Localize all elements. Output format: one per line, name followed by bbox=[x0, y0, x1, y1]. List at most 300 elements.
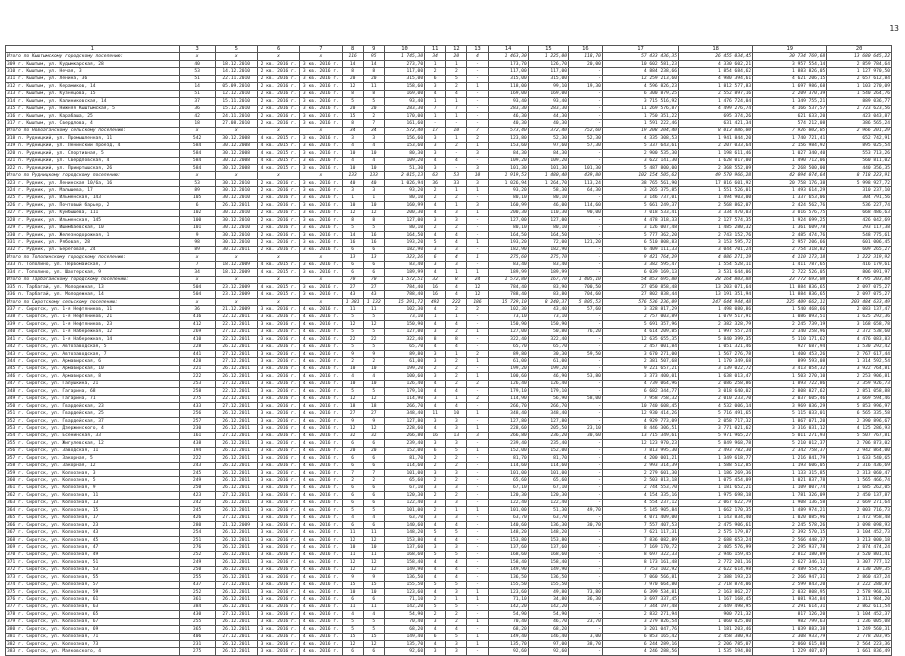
address-cell: 317 г. Кыштым, ул. Свердлова, 4 bbox=[6, 120, 180, 127]
table-cell: 30.12.2010 bbox=[215, 231, 257, 238]
table-row bbox=[6, 358, 892, 365]
table-cell: 36 bbox=[179, 105, 215, 112]
table-cell: 70,40 bbox=[384, 618, 424, 625]
table-cell: 4 кв. 2016 г. bbox=[300, 321, 342, 328]
table-cell: 203 484 633,49 bbox=[827, 298, 892, 305]
table-cell: 406 bbox=[179, 633, 215, 640]
table-cell: 3 кв. 2016 г. bbox=[257, 551, 299, 558]
table-cell: 1 039 883,38 bbox=[753, 626, 827, 633]
table-cell: 2 253 906,81 bbox=[827, 373, 892, 380]
table-cell: 54,90 bbox=[488, 611, 528, 618]
column-number: 17 bbox=[602, 46, 678, 53]
table-cell: 1 bbox=[425, 313, 446, 320]
table-cell: 161,60 bbox=[384, 120, 424, 127]
table-cell: 1 021 837,78 bbox=[753, 477, 827, 484]
table-cell: 5 bbox=[342, 343, 363, 350]
table-cell: 199,20 bbox=[488, 365, 528, 372]
table-cell: 179,10 bbox=[528, 388, 568, 395]
table-cell: 621 633,20 bbox=[753, 112, 827, 119]
table-cell: 6 bbox=[363, 522, 384, 529]
table-cell: 12 bbox=[467, 284, 488, 291]
table-cell: 34 bbox=[179, 269, 215, 276]
table-cell: 2 кв. 2016 г. bbox=[257, 217, 299, 224]
address-cell: 351 г. Сиротск, ул. Гвардейская, 25 bbox=[6, 410, 180, 417]
table-cell: 3 кв. 2016 г. bbox=[257, 514, 299, 521]
table-cell: 10 bbox=[363, 588, 384, 595]
table-cell: 11 884 836,65 bbox=[753, 284, 827, 291]
table-cell: 572,40 bbox=[384, 127, 424, 134]
table-cell: 3 697 337,45 bbox=[602, 596, 678, 603]
table-cell: 5 bbox=[446, 75, 467, 82]
table-cell: 5 bbox=[363, 313, 384, 320]
address-cell: 360 г. Сиротск, ул. Колхозная, 5 bbox=[6, 477, 180, 484]
table-cell: x bbox=[179, 172, 215, 179]
table-cell: 3 кв. 2016 г. bbox=[257, 350, 299, 357]
table-cell: 109,20 bbox=[384, 157, 424, 164]
table-cell: 4 246 288,56 bbox=[602, 648, 678, 655]
table-cell: 2 кв. 2016 г. bbox=[257, 187, 299, 194]
table-cell: 5 487 800,00 bbox=[602, 165, 678, 172]
table-cell: x bbox=[257, 53, 299, 60]
table-cell: 117,00 bbox=[384, 68, 424, 75]
table-cell: 4 кв. 2016 г. bbox=[300, 313, 342, 320]
table-cell: 3 669 594,46 bbox=[827, 395, 892, 402]
table-cell: 2 кв. 2016 г. bbox=[257, 224, 299, 231]
table-cell: 83,90 bbox=[528, 284, 568, 291]
table-cell: 23.12.2009 bbox=[215, 291, 257, 298]
table-cell: 242 bbox=[179, 499, 215, 506]
table-cell: 26.12.2011 bbox=[215, 588, 257, 595]
table-cell: 1 337 653,06 bbox=[753, 194, 827, 201]
table-cell: 4 кв. 2016 г. bbox=[300, 440, 342, 447]
table-cell: 3 кв. 2016 г. bbox=[257, 321, 299, 328]
column-number: 20 bbox=[827, 46, 892, 53]
address-cell: 377 г. Сиротск, ул. Колхозная, 63 bbox=[6, 603, 180, 610]
table-cell: 2 245 739,19 bbox=[753, 321, 827, 328]
table-cell: 3 кв. 2016 г. bbox=[300, 165, 342, 172]
table-cell: 5 bbox=[446, 529, 467, 536]
table-cell: 57 433 436,35 bbox=[602, 53, 678, 60]
table-cell: 26.12.2011 bbox=[215, 410, 257, 417]
table-cell: 266,70 bbox=[384, 403, 424, 410]
table-cell: 43,40 bbox=[528, 306, 568, 313]
table-cell: 102 154 505,62 bbox=[602, 172, 678, 179]
table-row bbox=[6, 417, 892, 424]
table-cell: 136,50 bbox=[384, 574, 424, 581]
table-cell: 3 кв. 2016 г. bbox=[300, 194, 342, 201]
table-cell: 12 bbox=[363, 321, 384, 328]
table-cell: 27 bbox=[363, 410, 384, 417]
table-cell: 127,00 bbox=[528, 217, 568, 224]
table-cell: 2 015,13 bbox=[384, 172, 424, 179]
table-cell: 1 bbox=[363, 194, 384, 201]
table-cell: 26.12.2011 bbox=[215, 365, 257, 372]
table-cell: 92,60 bbox=[384, 648, 424, 655]
address-cell: Итого по Новоаганскому сельскому поселению: bbox=[6, 127, 180, 134]
table-cell: - bbox=[569, 112, 603, 119]
table-cell: 3 кв. 2016 г. bbox=[257, 380, 299, 387]
table-cell: 51 bbox=[179, 90, 215, 97]
table-cell: 4 кв. 2016 г. bbox=[300, 559, 342, 566]
table-cell: - bbox=[446, 150, 467, 157]
table-row bbox=[6, 447, 892, 454]
table-row bbox=[6, 469, 892, 476]
table-cell: 18.12.2009 bbox=[215, 269, 257, 276]
table-cell: 5 853 996,97 bbox=[827, 403, 892, 410]
table-cell: 92,60 bbox=[528, 648, 568, 655]
table-cell: 3 кв. 2016 г. bbox=[257, 358, 299, 365]
address-cell: 372 г. Сиротск, ул. Колхозная, 53 bbox=[6, 566, 180, 573]
table-cell: 3 328 817,29 bbox=[602, 306, 678, 313]
table-cell: 1 485 280,32 bbox=[679, 224, 753, 231]
table-cell: 164,50 bbox=[528, 231, 568, 238]
table-cell: 1 941 844,20 bbox=[679, 135, 753, 142]
table-cell: 4 bbox=[425, 574, 446, 581]
table-cell: 4 bbox=[425, 403, 446, 410]
table-cell: 101,30 bbox=[488, 165, 528, 172]
table-cell: 3 кв. 2016 г. bbox=[257, 395, 299, 402]
table-cell: 137,60 bbox=[488, 544, 528, 551]
address-cell: 356 г. Сиротск, ул. Заводская, 11 bbox=[6, 447, 180, 454]
table-row bbox=[6, 507, 892, 514]
table-cell: 15 bbox=[342, 581, 363, 588]
table-cell: 4 кв. 2016 г. bbox=[300, 350, 342, 357]
table-cell: 105 bbox=[179, 194, 215, 201]
table-cell: 9 bbox=[179, 231, 215, 238]
table-cell: 1 186 269,36 bbox=[679, 469, 753, 476]
table-cell: 1 588 512,85 bbox=[679, 462, 753, 469]
table-cell: 982 799,63 bbox=[753, 618, 827, 625]
table-cell: 315,00 bbox=[488, 75, 528, 82]
table-cell: 441 bbox=[179, 350, 215, 357]
table-cell: 26.12.2011 bbox=[215, 566, 257, 573]
table-cell: 1 bbox=[446, 98, 467, 105]
table-cell: 3 кв. 2016 г. bbox=[257, 484, 299, 491]
table-cell: 1 490 712,06 bbox=[753, 157, 827, 164]
table-cell: 752,60 bbox=[569, 127, 603, 134]
table-cell: 4 кв. 2016 г. bbox=[300, 499, 342, 506]
table-cell: 15 bbox=[342, 112, 363, 119]
table-cell: 4 кв. 2016 г. bbox=[300, 417, 342, 424]
table-cell: 109,20 bbox=[528, 157, 568, 164]
table-cell: 114,60 bbox=[528, 462, 568, 469]
table-cell: 22.12.2011 bbox=[215, 313, 257, 320]
table-cell: 4 кв. 2016 г. bbox=[300, 603, 342, 610]
table-cell: 2 568 862,07 bbox=[679, 202, 753, 209]
table-cell: 2 bbox=[446, 224, 467, 231]
table-cell: 57,30 bbox=[569, 142, 603, 149]
table-cell: 4 кв. 2016 г. bbox=[300, 596, 342, 603]
table-cell: 10 bbox=[467, 172, 488, 179]
table-cell: - bbox=[569, 492, 603, 499]
table-cell: 1 181 203,46 bbox=[679, 626, 753, 633]
table-cell: 36 bbox=[425, 179, 446, 186]
table-cell: 3 307 777,12 bbox=[827, 559, 892, 566]
table-cell: 2 bbox=[446, 462, 467, 469]
table-cell: 3 кв. 2016 г. bbox=[300, 239, 342, 246]
table-cell: 2 097 075,27 bbox=[827, 291, 892, 298]
table-cell: 252 bbox=[179, 588, 215, 595]
table-cell: 4 кв. 2016 г. bbox=[300, 469, 342, 476]
table-cell: 1 104 452,37 bbox=[827, 611, 892, 618]
address-cell: 341 г. Сиротск, ул. 1-я Набережная, 14 bbox=[6, 336, 180, 343]
table-cell: 251 bbox=[179, 536, 215, 543]
table-cell: 126,40 bbox=[528, 380, 568, 387]
table-cell: 3 кв. 2016 г. bbox=[300, 202, 342, 209]
address-cell: 361 г. Сиротск, ул. Колхозная, 9 bbox=[6, 484, 180, 491]
table-cell: 61,00 bbox=[384, 358, 424, 365]
table-cell: 1 883 826,05 bbox=[753, 68, 827, 75]
subtotal-row bbox=[6, 53, 892, 60]
table-cell: 101,00 bbox=[384, 469, 424, 476]
table-cell: - bbox=[569, 499, 603, 506]
table-cell: 536 227,74 bbox=[827, 202, 892, 209]
table-cell: 1 530 292,42 bbox=[827, 343, 892, 350]
table-cell: 4 bbox=[446, 403, 467, 410]
table-cell: 1 bbox=[467, 254, 488, 261]
table-cell: 6 bbox=[363, 440, 384, 447]
table-cell: 4 bbox=[446, 522, 467, 529]
table-cell: 12 bbox=[363, 641, 384, 648]
table-cell: 1 bbox=[467, 187, 488, 194]
table-cell: 3 bbox=[363, 187, 384, 194]
address-cell: 362 г. Сиротск, ул. Колхозная, 11 bbox=[6, 492, 180, 499]
table-row bbox=[6, 529, 892, 536]
table-cell: 61,00 bbox=[528, 358, 568, 365]
table-cell: x bbox=[300, 276, 342, 283]
address-cell: 379 г. Сиротск, ул. Колхозная, 67 bbox=[6, 618, 180, 625]
table-cell: 17 bbox=[425, 127, 446, 134]
table-cell: 7 753 102,92 bbox=[602, 566, 678, 573]
table-cell: 6 bbox=[425, 633, 446, 640]
table-cell: 6 bbox=[425, 75, 446, 82]
table-cell: 668 486,63 bbox=[827, 209, 892, 216]
table-cell: 4 bbox=[425, 588, 446, 595]
table-cell: 1 081 934,84 bbox=[753, 596, 827, 603]
column-number: 10 bbox=[384, 46, 424, 53]
table-cell: 4 bbox=[363, 611, 384, 618]
table-cell: 30.12.2010 bbox=[215, 209, 257, 216]
table-cell: 40 bbox=[342, 179, 363, 186]
column-number: 13 bbox=[467, 46, 488, 53]
table-cell: 3 bbox=[425, 328, 446, 335]
table-cell: 7 958 758,32 bbox=[602, 395, 678, 402]
table-cell: 2 bbox=[363, 358, 384, 365]
table-cell: 53 bbox=[179, 179, 215, 186]
table-cell: 1 381 bbox=[342, 298, 363, 305]
subtotal-row bbox=[6, 254, 892, 261]
table-cell: 304 791,56 bbox=[827, 194, 892, 201]
table-cell: 2 кв. 2016 г. bbox=[257, 209, 299, 216]
table-cell: 30.12.2008 bbox=[215, 157, 257, 164]
table-cell: - bbox=[467, 477, 488, 484]
address-cell: 342 г. Сиротск, ул. Автозаводская, 5 bbox=[6, 343, 180, 350]
table-cell: 23,10 bbox=[569, 425, 603, 432]
table-cell: 56,90 bbox=[528, 395, 568, 402]
table-cell: 788,40 bbox=[488, 291, 528, 298]
table-cell: 73,10 bbox=[488, 313, 528, 320]
table-cell: 63 bbox=[425, 172, 446, 179]
table-cell: 11 bbox=[342, 551, 363, 558]
table-cell: 3 bbox=[446, 484, 467, 491]
table-cell: - bbox=[569, 150, 603, 157]
table-cell: 4 795 203,84 bbox=[827, 276, 892, 283]
table-cell: 2 578 960,31 bbox=[827, 588, 892, 595]
table-cell: - bbox=[569, 336, 603, 343]
table-cell: 3 bbox=[446, 417, 467, 424]
table-cell: 4 bbox=[425, 269, 446, 276]
table-cell: 3 кв. 2016 г. bbox=[300, 284, 342, 291]
table-cell: 4 кв. 2016 г. bbox=[300, 306, 342, 313]
table-cell: 8 bbox=[342, 90, 363, 97]
table-cell: 65,60 bbox=[488, 477, 528, 484]
table-cell: 3 кв. 2016 г. bbox=[257, 603, 299, 610]
table-cell: 700,50 bbox=[569, 284, 603, 291]
subtotal-row bbox=[6, 298, 892, 305]
table-cell: 5 bbox=[363, 388, 384, 395]
table-cell: 2 688 653,24 bbox=[679, 536, 753, 543]
table-cell: 4 кв. 2016 г. bbox=[300, 536, 342, 543]
table-cell: 3 bbox=[446, 261, 467, 268]
table-cell: 73,80 bbox=[569, 588, 603, 595]
table-cell: 4 bbox=[446, 574, 467, 581]
column-number: 14 bbox=[488, 46, 528, 53]
table-cell: 4 bbox=[446, 566, 467, 573]
table-cell: 83,40 bbox=[528, 261, 568, 268]
table-cell: 8 bbox=[342, 68, 363, 75]
table-cell: 9 bbox=[342, 417, 363, 424]
table-cell: 2 313 060,47 bbox=[827, 469, 892, 476]
table-cell: 26 455 034,45 bbox=[679, 53, 753, 60]
table-cell: 5 bbox=[363, 224, 384, 231]
table-row bbox=[6, 388, 892, 395]
table-cell: 1 411 787,65 bbox=[753, 261, 827, 268]
address-cell: 382 г. Сиротск, ул. Колхозная, 73 bbox=[6, 641, 180, 648]
table-cell: 1 bbox=[467, 618, 488, 625]
address-cell: Итого по Сиротскому сельскому поселению: bbox=[6, 298, 180, 305]
table-cell: 2 163 862,27 bbox=[679, 588, 753, 595]
table-cell: x bbox=[215, 53, 257, 60]
table-cell: 30 734 769,68 bbox=[753, 53, 827, 60]
table-cell: 4 bbox=[425, 209, 446, 216]
table-cell: 126,40 bbox=[488, 380, 528, 387]
table-cell: 12 bbox=[363, 566, 384, 573]
table-cell: 6 409 111,33 bbox=[602, 246, 678, 253]
table-cell: 3 bbox=[425, 484, 446, 491]
table-cell: 6 510 808,83 bbox=[602, 239, 678, 246]
table-cell: 3 bbox=[363, 135, 384, 142]
table-cell: 30.12.2010 bbox=[215, 217, 257, 224]
table-cell: 3 кв. 2016 г. bbox=[300, 231, 342, 238]
table-cell: 13 191 351,94 bbox=[679, 291, 753, 298]
table-cell: 2 bbox=[363, 477, 384, 484]
table-cell: 584 bbox=[179, 165, 215, 172]
table-cell: 101,00 bbox=[528, 469, 568, 476]
table-cell: 3 bbox=[342, 187, 363, 194]
table-cell: 123,60 bbox=[384, 588, 424, 595]
table-cell: 8 718 223,91 bbox=[827, 172, 892, 179]
address-cell: 380 г. Сиротск, ул. Колхозная, 69 bbox=[6, 626, 180, 633]
table-cell: 1 bbox=[467, 410, 488, 417]
table-cell: 293 117,38 bbox=[827, 224, 892, 231]
table-cell: 9 bbox=[363, 417, 384, 424]
table-cell: 2 bbox=[446, 455, 467, 462]
table-cell: 28 164 803,88 bbox=[679, 276, 753, 283]
table-row bbox=[6, 187, 892, 194]
table-cell: 1 bbox=[467, 596, 488, 603]
table-cell: 30.12.2011 bbox=[215, 246, 257, 253]
table-cell: 4 bbox=[446, 559, 467, 566]
table-row bbox=[6, 120, 892, 127]
table-cell: 249 bbox=[179, 477, 215, 484]
table-cell: 102,30 bbox=[488, 306, 528, 313]
table-cell: 5 bbox=[425, 551, 446, 558]
table-cell: x bbox=[257, 276, 299, 283]
table-cell: 148,20 bbox=[528, 529, 568, 536]
table-cell: 4 кв. 2016 г. bbox=[300, 588, 342, 595]
table-cell: 2 003 716,73 bbox=[827, 507, 892, 514]
table-cell: 26.12.2011 bbox=[215, 544, 257, 551]
table-cell: 1 493 614,29 bbox=[753, 187, 827, 194]
table-cell: 384 bbox=[179, 603, 215, 610]
table-cell: 3 bbox=[446, 440, 467, 447]
table-cell: 2 772 201,16 bbox=[679, 559, 753, 566]
table-cell: 3 bbox=[446, 209, 467, 216]
table-cell: 114,90 bbox=[384, 395, 424, 402]
table-cell: 3 кв. 2016 г. bbox=[300, 179, 342, 186]
table-cell: 153,80 bbox=[384, 536, 424, 543]
table-cell: 266,70 bbox=[488, 403, 528, 410]
address-cell: Итого по Рудницкому городскому поселению: bbox=[6, 172, 180, 179]
table-cell: 1 bbox=[467, 269, 488, 276]
table-cell: 22 bbox=[342, 336, 363, 343]
table-cell: 2 bbox=[467, 380, 488, 387]
table-cell: 40,30 bbox=[488, 120, 528, 127]
table-cell: 315,00 bbox=[528, 75, 568, 82]
table-cell: 26.12.2011 bbox=[215, 507, 257, 514]
table-cell: 2 bbox=[342, 477, 363, 484]
table-cell: 2 552 897,16 bbox=[679, 90, 753, 97]
table-cell: 348,40 bbox=[528, 410, 568, 417]
table-cell: 89,80 bbox=[488, 350, 528, 357]
table-cell: 1 633 540,65 bbox=[827, 455, 892, 462]
table-cell: 179,10 bbox=[488, 388, 528, 395]
table-cell: 348,40 bbox=[488, 410, 528, 417]
address-cell: Итого по Тарбагайскому городскому поселению: bbox=[6, 276, 180, 283]
table-cell: 12 bbox=[363, 209, 384, 216]
table-cell: 258 bbox=[179, 388, 215, 395]
table-cell: 116 bbox=[342, 53, 363, 60]
table-cell: 245 bbox=[179, 469, 215, 476]
table-cell: 3 279 826,54 bbox=[602, 618, 678, 625]
table-cell: 93,40 bbox=[488, 98, 528, 105]
table-row bbox=[6, 551, 892, 558]
table-cell: 2 475 906,61 bbox=[679, 522, 753, 529]
table-cell: 1 133 315,85 bbox=[753, 469, 827, 476]
address-cell: 336 п. Тарбагай, ул. Молодежная, 14 bbox=[6, 291, 180, 298]
table-cell: 4 bbox=[342, 142, 363, 149]
table-cell: 7 bbox=[425, 105, 446, 112]
table-cell: 136,30 bbox=[528, 522, 568, 529]
table-row bbox=[6, 83, 892, 90]
table-cell: 1 bbox=[425, 112, 446, 119]
table-row bbox=[6, 425, 892, 432]
table-cell: 13 680 645,22 bbox=[827, 53, 892, 60]
table-cell: 5 691 357,96 bbox=[602, 321, 678, 328]
table-row bbox=[6, 559, 892, 566]
table-cell: 573,40 bbox=[488, 127, 528, 134]
table-cell: 2 кв. 2016 г. bbox=[257, 112, 299, 119]
